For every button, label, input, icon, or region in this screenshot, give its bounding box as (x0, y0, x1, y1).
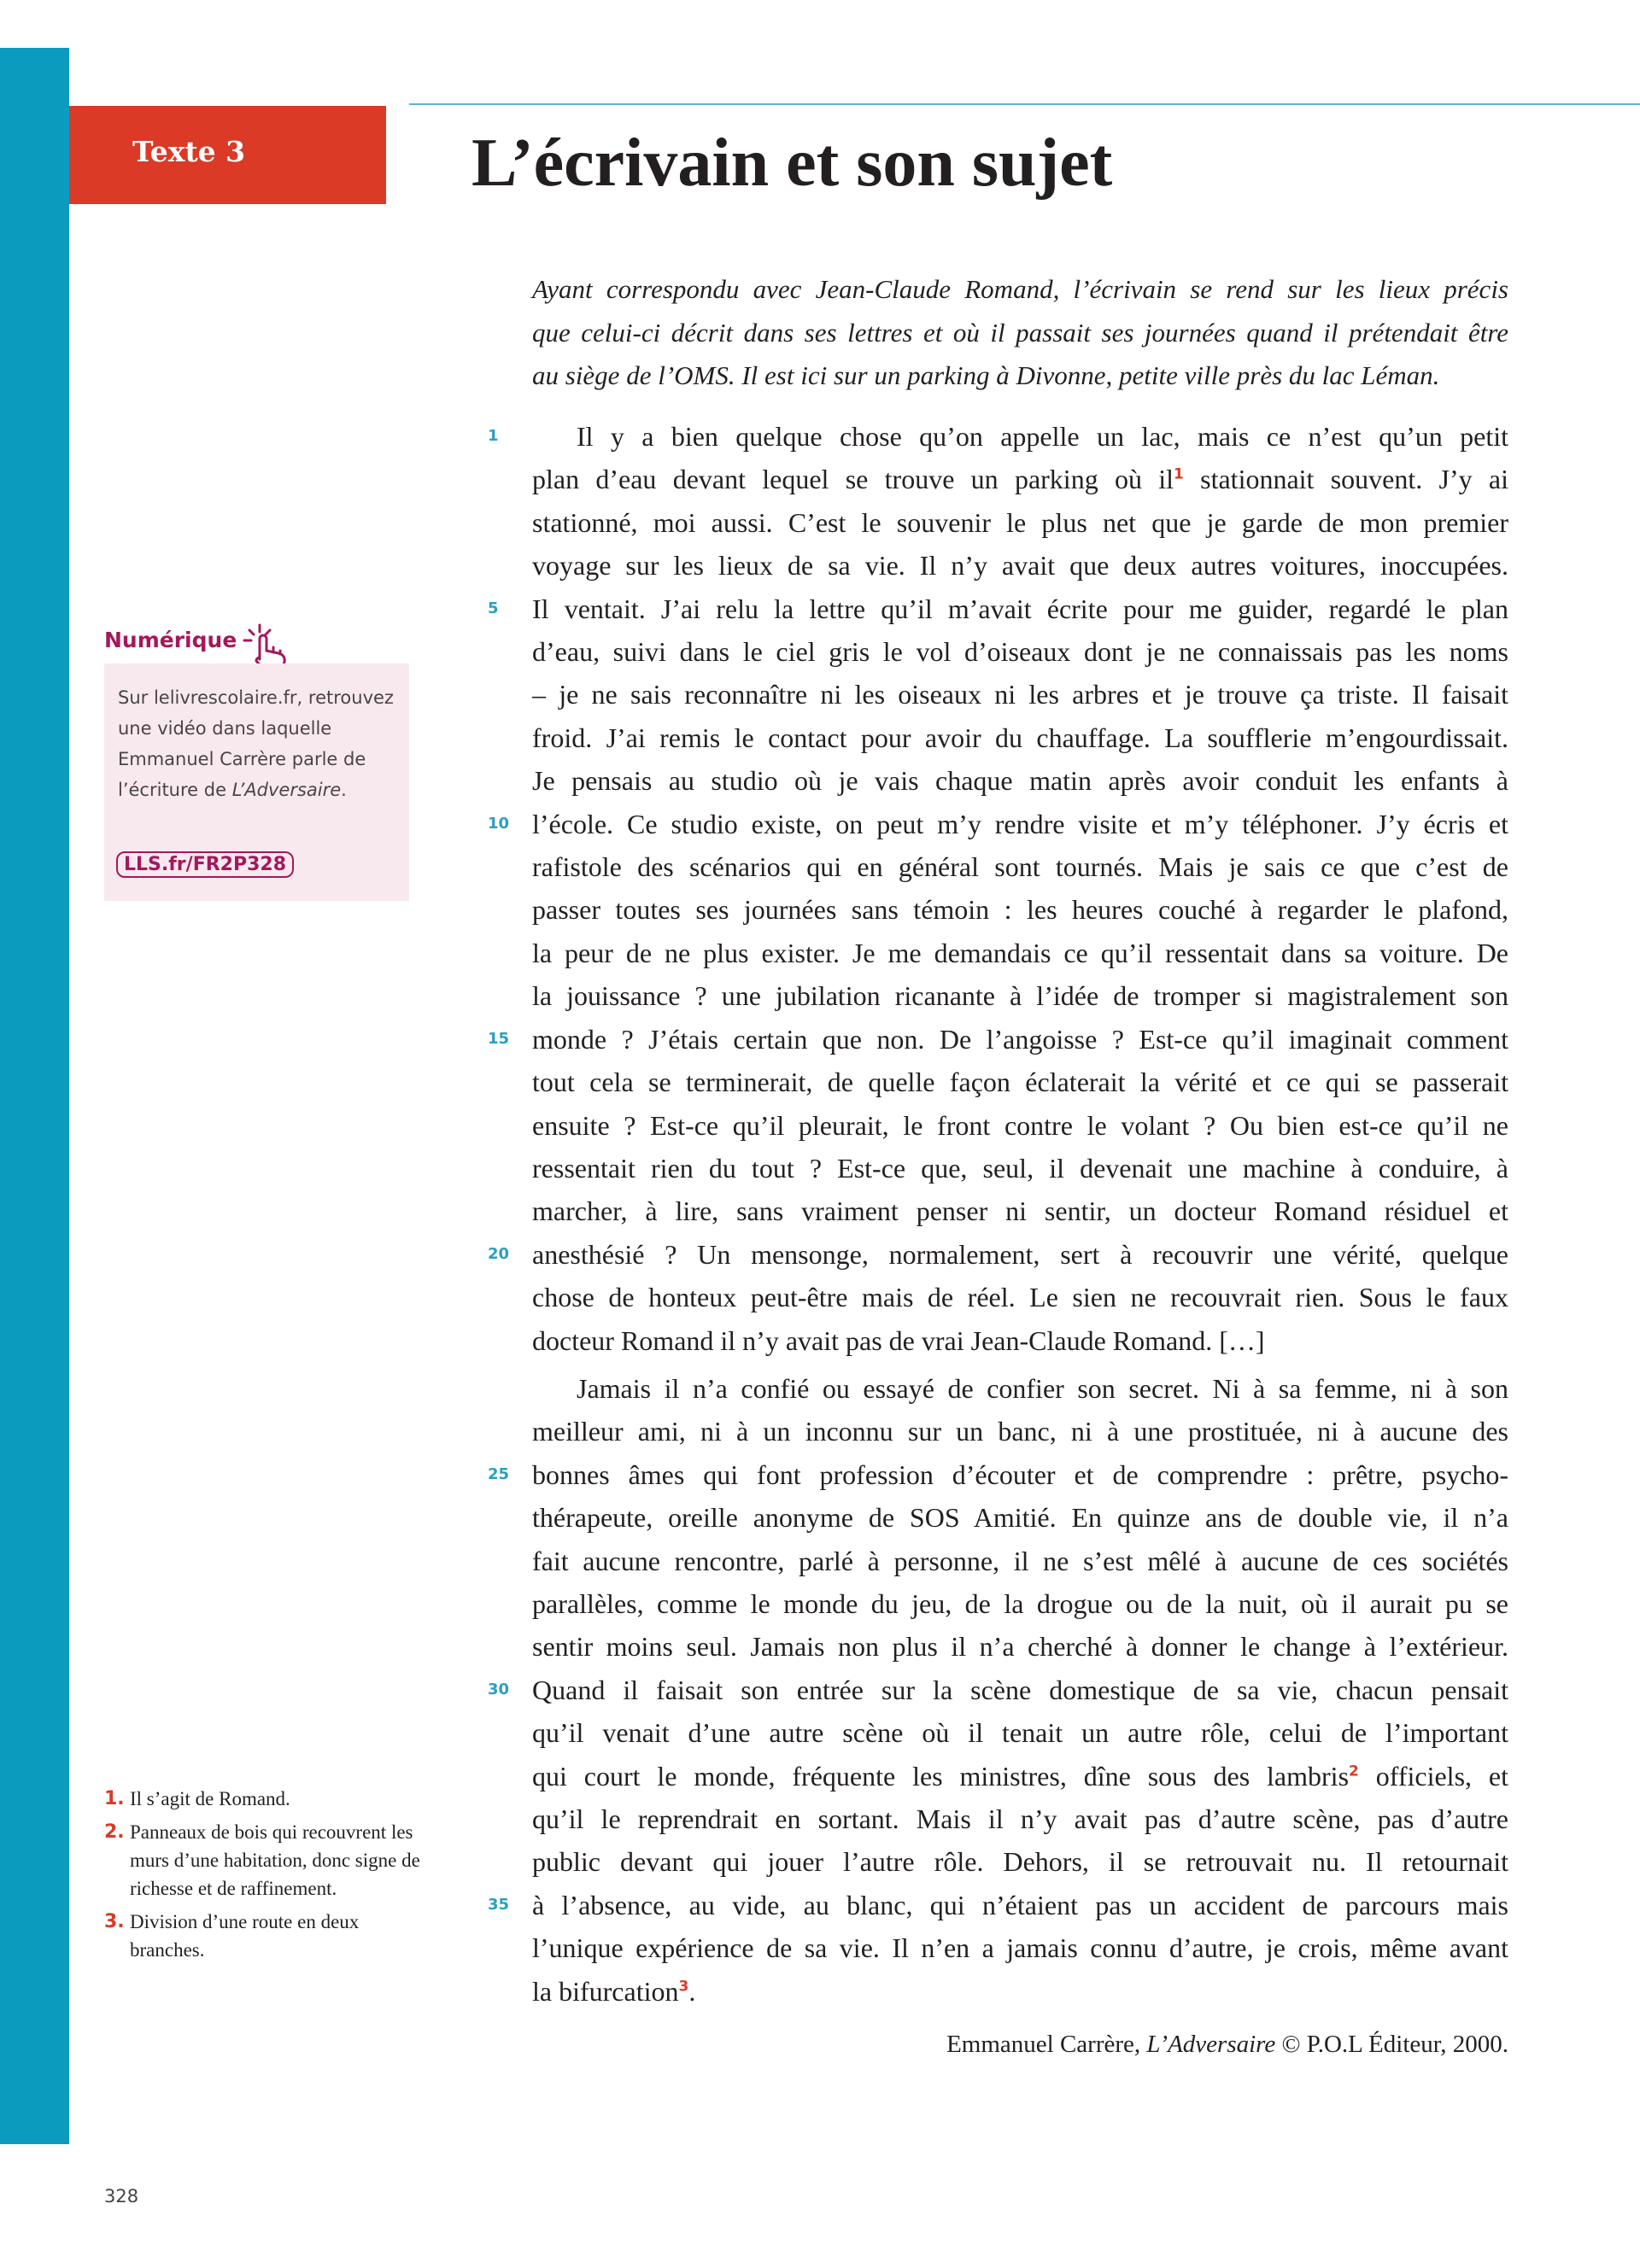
text-line (488, 1018, 1508, 1061)
line-text: meilleur ami, ni à un inconnu sur un banc, ni à une prostituée, ni à aucune des (532, 1416, 1508, 1447)
text-line (532, 974, 1508, 1017)
footnote-number: 1. (104, 1788, 125, 1809)
text-line (532, 932, 1508, 974)
line-number: 25 (488, 1464, 510, 1483)
numerique-text (118, 682, 400, 805)
line-text: stationné, moi aussi. C’est le souvenir le plus net que je garde de mon premier (532, 506, 1508, 538)
text-line (488, 1453, 1508, 1496)
line-text: fait aucune rencontre, parlé à personne, il ne s’est mêlé à aucune de ces sociétés (532, 1545, 1508, 1576)
line-text: officiels, et (1358, 1760, 1509, 1792)
line-number: 35 (488, 1895, 510, 1914)
text-line (532, 1496, 1508, 1539)
line-text: public devant qui jouer l’autre rôle. Dehors, il se retrouvait nu. Il retournait (532, 1846, 1508, 1878)
line-text: Il y a bien quelque chose qu’on appelle un lac, mais ce n’est qu’un petit (577, 421, 1508, 452)
line-text: . (688, 1975, 696, 2007)
text-line (532, 888, 1508, 931)
line-text: Jamais il n’a confié ou essayé de confier son secret. Ni à sa femme, ni à son (577, 1372, 1508, 1404)
footnote (104, 1908, 420, 1964)
intro-line: Ayant correspondu avec Jean-Claude Romand, l’écrivain se rend sur les lieux précis (532, 274, 1508, 304)
text-line (532, 630, 1508, 673)
line-text: Il ventait. J’ai relu la lettre qu’il m’avait écrite pour me guider, regardé le plan (532, 593, 1508, 624)
text-line (532, 1104, 1508, 1147)
text-line (532, 759, 1508, 802)
text-line (532, 1755, 1508, 1797)
line-text: rafistole des scénarios qui en général sont tournés. Mais je sais ce que c’est de (532, 851, 1508, 883)
line-text: parallèles, comme le monde du jeu, de la drogue ou de la nuit, où il aurait pu se (532, 1587, 1508, 1619)
text-label-tag (69, 106, 386, 204)
line-text: bonnes âmes qui font profession d’écouter et de comprendre : prêtre, psycho- (532, 1458, 1508, 1490)
text-line (532, 673, 1508, 716)
text-line (532, 1367, 1508, 1410)
text-line (532, 544, 1508, 587)
line-number: 30 (488, 1680, 510, 1698)
attribution-author: Emmanuel Carrère, (946, 2031, 1147, 2058)
source-attribution (946, 2031, 1508, 2059)
line-text: qu’il venait d’une autre scène où il tenait un autre rôle, celui de l’important (532, 1717, 1508, 1749)
line-text: à l’absence, au vide, au blanc, qui n’étaient pas un accident de parcours mais (532, 1889, 1508, 1920)
line-number: 10 (488, 814, 510, 833)
text-line (532, 1582, 1508, 1625)
text-line (488, 415, 1508, 458)
text-line (532, 1711, 1508, 1754)
text-line (532, 1319, 1508, 1362)
footnote-ref: 3 (678, 1977, 689, 1995)
footnote-number: 3. (104, 1911, 125, 1932)
intro-line: que celui-ci décrit dans ses lettres et où il passait ses journées quand il prétendait être (532, 317, 1508, 348)
text-line (532, 1797, 1508, 1840)
footnote-text: Panneaux de bois qui recouvrent les murs d’une habitation, donc signe de richesse et de raffinement. (130, 1821, 420, 1899)
text-line (532, 1540, 1508, 1582)
text-line (532, 1147, 1508, 1190)
main-text (488, 415, 1509, 2013)
line-text: d’eau, suivi dans le ciel gris le vol d’oiseaux dont je ne connaissais pas les noms (532, 636, 1508, 668)
text-line (532, 458, 1508, 500)
line-text: chose de honteux peut-être mais de réel. Le sien ne recouvrait rien. Sous le faux (532, 1282, 1508, 1313)
footnote (104, 1818, 420, 1903)
line-number: 15 (488, 1029, 510, 1048)
text-line (532, 501, 1508, 544)
line-text: – je ne sais reconnaître ni les oiseaux ni les arbres et je trouve ça triste. Il faisait (532, 679, 1508, 710)
text-line (532, 1190, 1508, 1232)
line-text: Je pensais au studio où je vais chaque matin après avoir conduit les enfants à (532, 765, 1508, 797)
line-text: voyage sur les lieux de sa vie. Il n’y avait que deux autres voitures, inoccupées. (532, 550, 1508, 582)
text-line (532, 1625, 1508, 1668)
line-text: froid. J’ai remis le contact pour avoir du chauffage. La soufflerie m’engourdissait. (532, 722, 1508, 753)
line-text: docteur Romand il n’y avait pas de vrai Jean-Claude Romand. […] (532, 1324, 1265, 1356)
intro-line: au siège de l’OMS. Il est ici sur un parking à Divonne, petite ville près du lac Léman. (532, 360, 1440, 390)
footnote-text: Il s’agit de Romand. (130, 1788, 290, 1809)
text-line (532, 1840, 1508, 1883)
line-text: marcher, à lire, sans vraiment penser ni sentir, un docteur Romand résiduel et (532, 1195, 1508, 1227)
text-line (532, 1926, 1508, 1969)
line-text: ressentait rien du tout ? Est-ce que, seul, il devenait une machine à conduire, à (532, 1152, 1508, 1184)
text-line (532, 1410, 1508, 1453)
line-text: thérapeute, oreille anonyme de SOS Amitié. En quinze ans de double vie, il n’a (532, 1502, 1508, 1534)
text-label: Texte 3 (132, 135, 246, 168)
text-line (488, 1669, 1508, 1711)
side-color-bar (0, 48, 69, 2144)
line-number: 20 (488, 1244, 510, 1263)
line-text: l’école. Ce studio existe, on peut m’y rendre visite et m’y téléphoner. J’y écris et (532, 808, 1508, 839)
text-line (488, 1233, 1508, 1276)
line-number: 1 (488, 427, 499, 445)
line-text: anesthésié ? Un mensonge, normalement, sert à recouvrir une vérité, quelque (532, 1238, 1508, 1270)
text-line (532, 845, 1508, 888)
line-text: Quand il faisait son entrée sur la scène domestique de sa vie, chacun pensait (532, 1674, 1508, 1705)
line-text: plan d’eau devant lequel se trouve un parking où il (532, 464, 1174, 495)
text-line (488, 587, 1508, 630)
line-text: la jouissance ? une jubilation ricanante à l’idée de tromper si magistralement son (532, 980, 1508, 1012)
numerique-punct: . (341, 780, 347, 800)
video-link[interactable]: LLS.fr/FR2P328 (116, 851, 294, 878)
line-text: passer toutes ses journées sans témoin : les heures couché à regarder le plafond, (532, 894, 1508, 926)
line-text: qui court le monde, fréquente les ministres, dîne sous des lambris (532, 1760, 1350, 1792)
footnote-ref: 1 (1174, 465, 1184, 483)
header-rule (409, 103, 1640, 105)
footnote-number: 2. (104, 1821, 125, 1843)
line-text: monde ? J’étais certain que non. De l’angoisse ? Est-ce qu’il imaginait comment (532, 1023, 1508, 1055)
line-number: 5 (488, 599, 499, 617)
line-text: la bifurcation (532, 1975, 679, 2007)
footnote-text: Division d’une route en deux branches. (130, 1911, 360, 1961)
text-line (488, 1884, 1508, 1926)
numerique-heading: Numérique (104, 628, 237, 652)
line-text: l’unique expérience de sa vie. Il n’en a jamais connu d’autre, je crois, même avant (532, 1932, 1508, 1964)
line-text: stationnait souvent. J’y ai (1183, 464, 1509, 495)
text-line (532, 1970, 1508, 2013)
footnote-ref: 2 (1349, 1762, 1359, 1780)
page-number: 328 (104, 2186, 139, 2207)
attribution-work: L’Adversaire (1146, 2031, 1276, 2058)
footnote (104, 1785, 420, 1813)
numerique-description: Sur lelivrescolaire.fr, retrouvez une vidéo dans laquelle Emmanuel Carrère parle de l’écriture de (118, 687, 394, 800)
line-text: tout cela se terminerait, de quelle façon éclaterait la vérité et ce qui se passerait (532, 1067, 1508, 1098)
text-line (488, 803, 1508, 845)
text-line (532, 1061, 1508, 1103)
text-line (532, 1276, 1508, 1318)
page-title: L’écrivain et son sujet (472, 126, 1113, 201)
attribution-publisher: © P.O.L Éditeur, 2000. (1275, 2031, 1508, 2058)
numerique-box (104, 663, 409, 901)
line-text: qu’il le reprendrait en sortant. Mais il n’y avait pas d’autre scène, pas d’autre (532, 1803, 1508, 1834)
line-text: ensuite ? Est-ce qu’il pleurait, le front contre le volant ? Ou bien est-ce qu’il ne (532, 1109, 1508, 1141)
text-line (532, 716, 1508, 759)
footnotes (104, 1785, 420, 1969)
line-text: sentir moins seul. Jamais non plus il n’a cherché à donner le change à l’extérieur. (532, 1631, 1508, 1663)
intro-paragraph (532, 268, 1508, 398)
numerique-work-title: L’Adversaire (231, 780, 342, 800)
line-text: la peur de ne plus exister. Je me demandais ce qu’il ressentait dans sa voiture. De (532, 937, 1508, 968)
